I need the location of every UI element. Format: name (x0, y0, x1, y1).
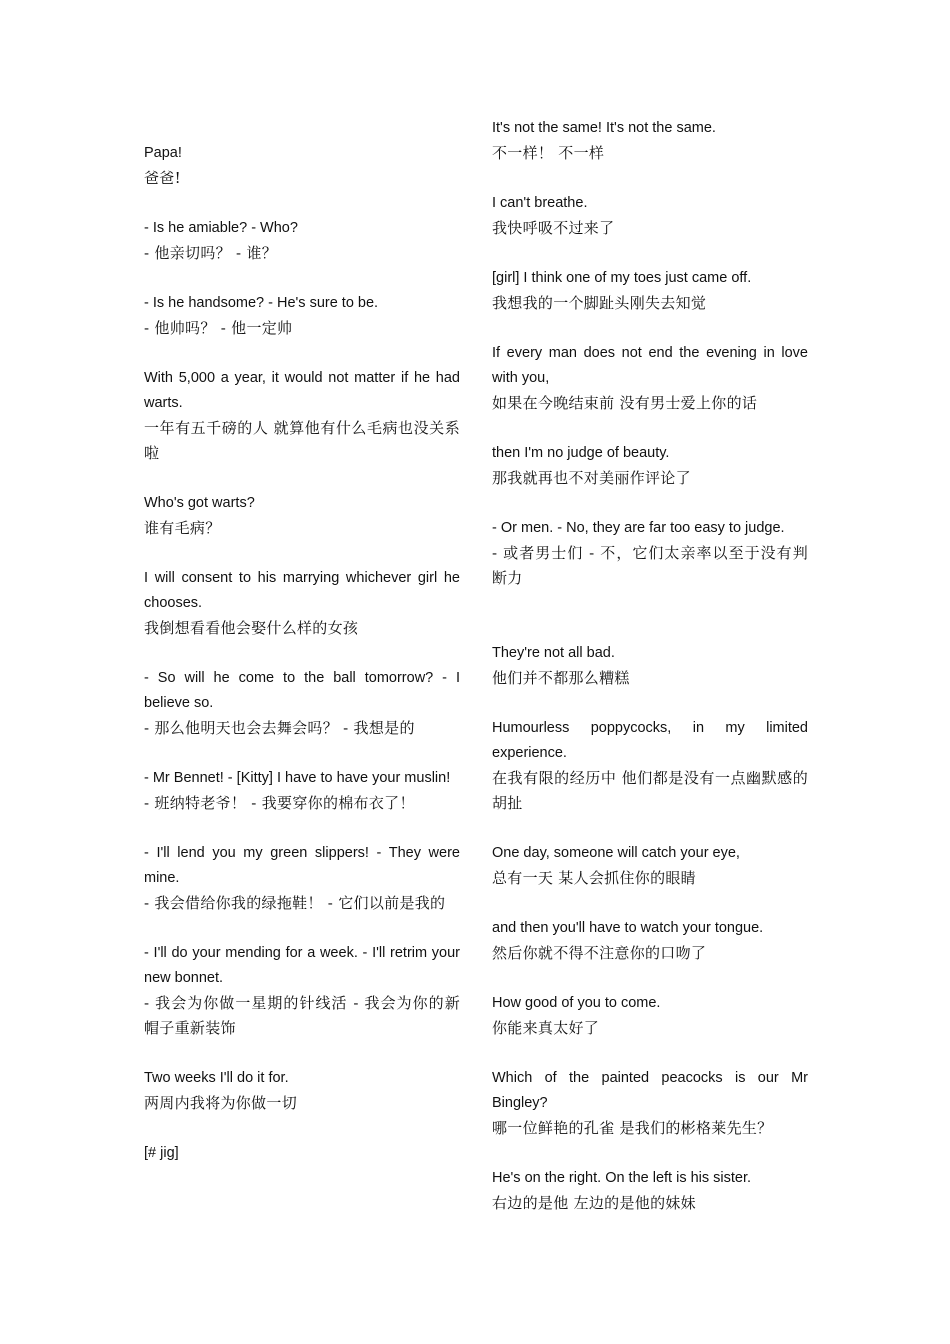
entry-spacer (144, 741, 460, 766)
subtitle-english: and then you'll have to watch your tongue. (492, 920, 764, 936)
subtitle-entry (144, 366, 460, 466)
subtitle-english: Two weeks I'll do it for. (144, 1070, 289, 1086)
right-subtitle-column (492, 116, 808, 1216)
entry-spacer (492, 591, 808, 641)
subtitle-chinese: 总有一天 某人会抓住你的眼睛 (492, 869, 696, 887)
subtitle-chinese: - 我会借给你我的绿拖鞋！ - 它们以前是我的 (144, 894, 446, 912)
subtitle-entry (492, 1166, 808, 1216)
subtitle-entry (492, 641, 808, 691)
subtitle-entry (144, 766, 460, 816)
subtitle-english: - So will he come to the ball tomorrow? - I believe so. (144, 670, 460, 711)
subtitle-entry (144, 291, 460, 341)
subtitle-english: With 5,000 a year, it would not matter if he had warts. (144, 370, 460, 411)
entry-spacer (144, 1116, 460, 1141)
subtitle-entry (492, 991, 808, 1041)
subtitle-entry (492, 341, 808, 416)
subtitle-chinese: 不一样！ 不一样 (492, 144, 605, 162)
subtitle-english: It's not the same! It's not the same. (492, 120, 716, 136)
entry-spacer (492, 966, 808, 991)
entry-spacer (492, 491, 808, 516)
subtitle-entry (144, 216, 460, 266)
entry-spacer (492, 891, 808, 916)
subtitle-chinese: - 他帅吗？ - 他一定帅 (144, 319, 293, 337)
subtitle-chinese: 一年有五千磅的人 就算他有什么毛病也没关系啦 (144, 419, 460, 462)
left-subtitle-column (144, 141, 460, 1166)
subtitle-chinese: - 或者男士们 - 不，它们太亲率以至于没有判断力 (492, 544, 808, 587)
subtitle-chinese: 如果在今晚结束前 没有男士爱上你的话 (492, 394, 758, 412)
subtitle-entry (144, 141, 460, 191)
subtitle-chinese: 右边的是他 左边的是他的妹妹 (492, 1194, 696, 1212)
subtitle-chinese: 两周内我将为你做一切 (144, 1094, 298, 1112)
subtitle-entry (492, 441, 808, 491)
entry-spacer (144, 266, 460, 291)
entry-spacer (144, 466, 460, 491)
entry-spacer (492, 816, 808, 841)
subtitle-english: - Is he handsome? - He's sure to be. (144, 295, 379, 311)
subtitle-english: - Is he amiable? - Who? (144, 220, 298, 236)
subtitle-chinese: 我想我的一个脚趾头刚失去知觉 (492, 294, 707, 312)
subtitle-english: How good of you to come. (492, 995, 661, 1011)
subtitle-english: - Mr Bennet! - [Kitty] I have to have your muslin! (144, 770, 451, 786)
entry-spacer (144, 1041, 460, 1066)
subtitle-chinese: 谁有毛病？ (144, 519, 221, 537)
subtitle-entry (144, 666, 460, 741)
subtitle-chinese: - 他亲切吗？ - 谁？ (144, 244, 278, 262)
subtitle-entry (492, 1066, 808, 1141)
subtitle-entry (492, 841, 808, 891)
subtitle-english: [# jig] (144, 1145, 179, 1161)
subtitle-entry (492, 716, 808, 816)
subtitle-english: [girl] I think one of my toes just came off. (492, 270, 752, 286)
subtitle-english: - I'll do your mending for a week. - I'll retrim your new bonnet. (144, 945, 460, 986)
entry-spacer (492, 1041, 808, 1066)
subtitle-entry (492, 516, 808, 591)
subtitle-entry (144, 566, 460, 641)
subtitle-chinese: 然后你就不得不注意你的口吻了 (492, 944, 707, 962)
subtitle-chinese: 我倒想看看他会娶什么样的女孩 (144, 619, 359, 637)
subtitle-chinese: 在我有限的经历中 他们都是没有一点幽默感的胡扯 (492, 769, 808, 812)
subtitle-english: Which of the painted peacocks is our Mr Bingley? (492, 1070, 808, 1111)
subtitle-chinese: 你能来真太好了 (492, 1019, 600, 1037)
entry-spacer (144, 191, 460, 216)
subtitle-english: If every man does not end the evening in love with you, (492, 345, 808, 386)
subtitle-english: One day, someone will catch your eye, (492, 845, 740, 861)
entry-spacer (492, 1141, 808, 1166)
entry-spacer (492, 166, 808, 191)
subtitle-english: Humourless poppycocks, in my limited experience. (492, 720, 808, 761)
subtitle-chinese: 我快呼吸不过来了 (492, 219, 615, 237)
subtitle-english: He's on the right. On the left is his sister. (492, 1170, 752, 1186)
entry-spacer (144, 541, 460, 566)
entry-spacer (144, 916, 460, 941)
subtitle-chinese: - 班纳特老爷！ - 我要穿你的棉布衣了！ (144, 794, 415, 812)
subtitle-chinese: 爸爸! (144, 169, 181, 187)
subtitle-entry (144, 1066, 460, 1116)
subtitle-chinese: 他们并不都那么糟糕 (492, 669, 630, 687)
entry-spacer (492, 241, 808, 266)
subtitle-english: I can't breathe. (492, 195, 588, 211)
subtitle-english: - Or men. - No, they are far too easy to judge. (492, 520, 785, 536)
subtitle-chinese: - 我会为你做一星期的针线活 - 我会为你的新帽子重新装饰 (144, 994, 460, 1037)
entry-spacer (492, 316, 808, 341)
subtitle-entry (492, 191, 808, 241)
subtitle-entry (144, 1141, 460, 1166)
subtitle-chinese: 那我就再也不对美丽作评论了 (492, 469, 691, 487)
subtitle-entry (144, 491, 460, 541)
entry-spacer (492, 691, 808, 716)
entry-spacer (144, 341, 460, 366)
subtitle-english: - I'll lend you my green slippers! - They were mine. (144, 845, 460, 886)
subtitle-english: Who's got warts? (144, 495, 255, 511)
entry-spacer (144, 641, 460, 666)
subtitle-entry (144, 941, 460, 1041)
subtitle-entry (144, 841, 460, 916)
subtitle-chinese: 哪一位鲜艳的孔雀 是我们的彬格莱先生？ (492, 1119, 773, 1137)
entry-spacer (144, 816, 460, 841)
subtitle-entry (492, 916, 808, 966)
subtitle-entry (492, 116, 808, 166)
subtitle-english: I will consent to his marrying whichever girl he chooses. (144, 570, 460, 611)
subtitle-english: then I'm no judge of beauty. (492, 445, 670, 461)
entry-spacer (492, 416, 808, 441)
subtitle-chinese: - 那么他明天也会去舞会吗？ - 我想是的 (144, 719, 415, 737)
subtitle-english: They're not all bad. (492, 645, 615, 661)
subtitle-entry (492, 266, 808, 316)
subtitle-english: Papa! (144, 145, 182, 161)
